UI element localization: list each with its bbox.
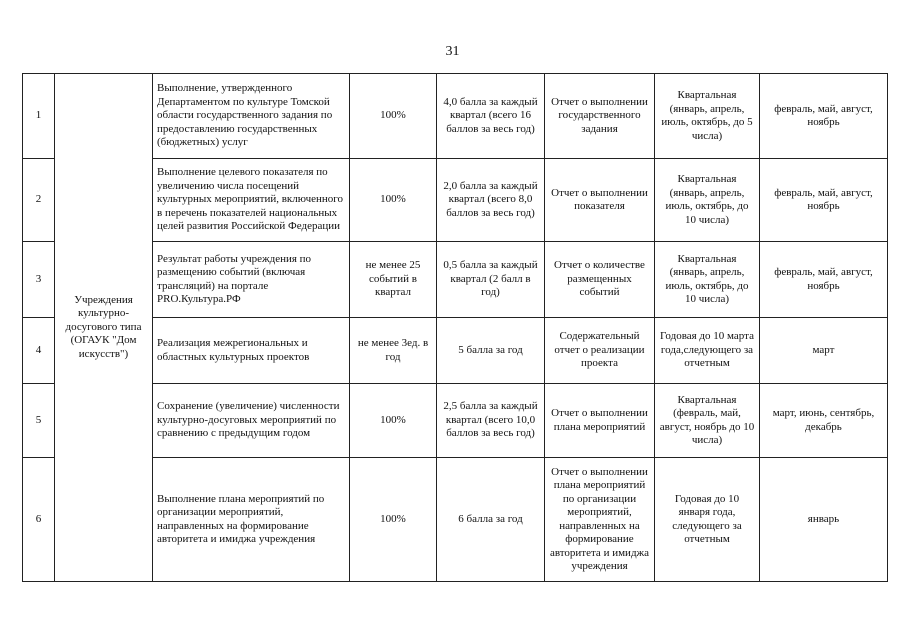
target-cell: 100% <box>350 458 437 582</box>
table-row <box>23 242 888 318</box>
table-row <box>23 384 888 458</box>
months-cell: февраль, май, август, ноябрь <box>760 242 888 318</box>
row-number: 4 <box>23 318 55 384</box>
row-number: 6 <box>23 458 55 582</box>
table-row <box>23 318 888 384</box>
report-cell: Отчет о выполнении плана мероприятий <box>545 384 655 458</box>
table-row <box>23 159 888 242</box>
score-cell: 4,0 балла за каждый квартал (всего 16 баллов за весь год) <box>437 74 545 159</box>
indicator-cell: Реализация межрегиональных и областных культурных проектов <box>153 318 350 384</box>
target-cell: 100% <box>350 74 437 159</box>
score-cell: 0,5 балла за каждый квартал (2 балл в год) <box>437 242 545 318</box>
score-cell: 2,5 балла за каждый квартал (всего 10,0 баллов за весь год) <box>437 384 545 458</box>
months-cell: март, июнь, сентябрь, декабрь <box>760 384 888 458</box>
target-cell: 100% <box>350 384 437 458</box>
months-cell: февраль, май, август, ноябрь <box>760 74 888 159</box>
indicator-cell: Результат работы учреждения по размещению событий (включая трансляций) на портале PRO.Культура.РФ <box>153 242 350 318</box>
indicator-cell: Выполнение целевого показателя по увеличению числа посещений культурных мероприятий, включенного в перечень показателей национальных целей развития Российской Федерации <box>153 159 350 242</box>
report-cell: Отчет о выполнении показателя <box>545 159 655 242</box>
months-cell: февраль, май, август, ноябрь <box>760 159 888 242</box>
criteria-table <box>22 73 888 582</box>
frequency-cell: Квартальная (февраль, май, август, ноябрь до 10 числа) <box>655 384 760 458</box>
report-cell: Отчет о выполнении государственного задания <box>545 74 655 159</box>
report-cell: Содержательный отчет о реализации проекта <box>545 318 655 384</box>
score-cell: 2,0 балла за каждый квартал (всего 8,0 баллов за весь год) <box>437 159 545 242</box>
row-number: 5 <box>23 384 55 458</box>
row-number: 1 <box>23 74 55 159</box>
row-number: 3 <box>23 242 55 318</box>
target-cell: 100% <box>350 159 437 242</box>
score-cell: 6 балла за год <box>437 458 545 582</box>
months-cell: март <box>760 318 888 384</box>
target-cell: не менее 3ед. в год <box>350 318 437 384</box>
frequency-cell: Годовая до 10 марта года,следующего за отчетным <box>655 318 760 384</box>
frequency-cell: Квартальная (январь, апрель, июль, октябрь, до 10 числа) <box>655 242 760 318</box>
frequency-cell: Годовая до 10 января года, следующего за отчетным <box>655 458 760 582</box>
target-cell: не менее 25 событий в квартал <box>350 242 437 318</box>
institution-cell: Учреждения культурно-досугового типа (ОГАУК "Дом искусств") <box>55 74 153 582</box>
frequency-cell: Квартальная (январь, апрель, июль, октябрь, до 10 числа) <box>655 159 760 242</box>
row-number: 2 <box>23 159 55 242</box>
indicator-cell: Выполнение плана мероприятий по организации мероприятий, направленных на формирование авторитета и имиджа учреждения <box>153 458 350 582</box>
indicator-cell: Сохранение (увеличение) численности культурно-досуговых мероприятий по сравнению с предыдущим годом <box>153 384 350 458</box>
frequency-cell: Квартальная (январь, апрель, июль, октябрь, до 5 числа) <box>655 74 760 159</box>
report-cell: Отчет о выполнении плана мероприятий по организации мероприятий, направленных на формирование авторитета и имиджа учреждения <box>545 458 655 582</box>
table-row <box>23 458 888 582</box>
page-number: 31 <box>445 44 460 59</box>
report-cell: Отчет о количестве размещенных событий <box>545 242 655 318</box>
months-cell: январь <box>760 458 888 582</box>
table-row <box>23 74 888 159</box>
indicator-cell: Выполнение, утвержденного Департаментом по культуре Томской области государственного задания по предоставлению государственных (бюджетных) услуг <box>153 74 350 159</box>
score-cell: 5 балла за год <box>437 318 545 384</box>
